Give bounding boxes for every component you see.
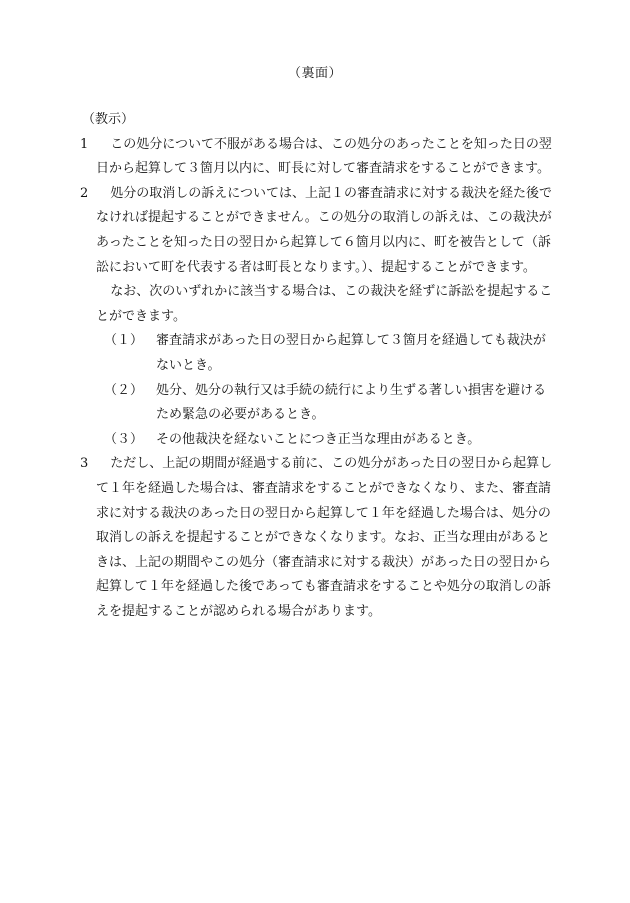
notice-item-2 <box>80 182 555 453</box>
sub-item-3 <box>104 428 555 453</box>
page-title: （裏面） <box>287 66 342 81</box>
item-paragraph: なお、次のいずれかに該当する場合は、この裁決を経ずに訴訟を提起することができます。 <box>96 284 553 324</box>
sub-list <box>96 329 555 452</box>
notice-heading: （教示） <box>82 112 135 127</box>
document-body <box>80 108 555 624</box>
sub-item-number: （３） <box>104 431 144 447</box>
item-number: 2 <box>80 185 89 201</box>
item-text: この処分について不服がある場合は、この処分のあったことを知った日の翌日から起算して３箇月以内に、町長に対して審査請求をすることができます。 <box>96 136 552 177</box>
item-text: ただし、上記の期間が経過する前に、この処分があった日の翌日から起算して１年を経過した場合は、審査請求をすることができなくなり、また、審査請求に対する裁決のあった日の翌日から起算して１年を経過した場合は、処分の取消しの訴えを提起することができなくなります。なお、正当な理由があるときは、上記の期間やこの処分（審査請求に対する裁決）があった日の翌日から起算して１年を経過した後であっても審査請求をすることや処分の取消しの訴えを提起することが認められる場合があります。 <box>96 456 553 619</box>
sub-item-number: （１） <box>104 333 144 349</box>
sub-item-text: その他裁決を経ないことにつき正当な理由があるとき。 <box>156 431 481 447</box>
item-text: 処分の取消しの訴えについては、上記１の審査請求に対する裁決を経た後でなければ提起することができません。この処分の取消しの訴えは、この裁決があったことを知った日の翌日から起算して６箇月以内に、町を被告として（訴訟において町を代表する者は町長となります。）、提起することができます。 <box>96 185 553 275</box>
sub-item-1 <box>104 329 555 378</box>
sub-item-text: 審査請求があった日の翌日から起算して３箇月を経過しても裁決がないとき。 <box>156 333 546 373</box>
item-number: 1 <box>80 136 89 152</box>
sub-item-number: （２） <box>104 382 144 398</box>
sub-item-text: 処分、処分の執行又は手続の続行により生ずる著しい損害を避けるため緊急の必要があるとき。 <box>156 382 547 423</box>
notice-item-1 <box>80 133 555 182</box>
sub-item-2 <box>104 379 555 428</box>
item-number: 3 <box>80 456 89 472</box>
notice-item-3 <box>80 452 555 624</box>
